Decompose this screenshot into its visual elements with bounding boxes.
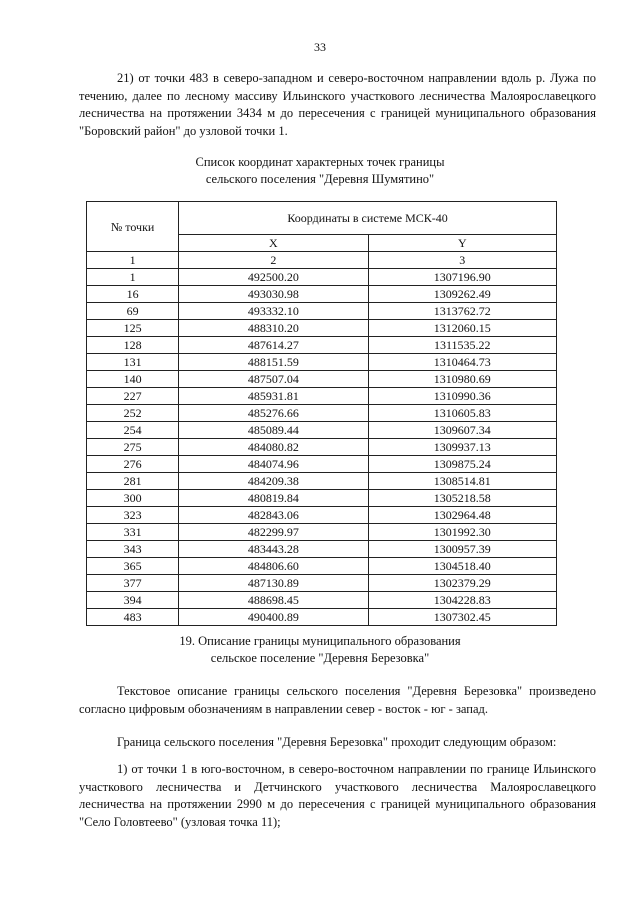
point-number-cell: 1 (87, 269, 179, 286)
table-row (87, 609, 557, 626)
y-cell: 1310464.73 (368, 354, 556, 371)
column-index-1: 1 (87, 252, 179, 269)
table-row (87, 439, 557, 456)
point-number-cell: 140 (87, 371, 179, 388)
x-cell: 488310.20 (179, 320, 368, 337)
point-number-cell: 131 (87, 354, 179, 371)
header-point-number: № точки (87, 202, 179, 252)
y-cell: 1310980.69 (368, 371, 556, 388)
y-cell: 1309937.13 (368, 439, 556, 456)
header-y: Y (368, 235, 556, 252)
table-row (87, 541, 557, 558)
x-cell: 484209.38 (179, 473, 368, 490)
x-cell: 487507.04 (179, 371, 368, 388)
point-number-cell: 394 (87, 592, 179, 609)
point-number-cell: 377 (87, 575, 179, 592)
header-coordinate-system: Координаты в системе МСК-40 (179, 202, 557, 235)
point-number-cell: 323 (87, 507, 179, 524)
point-number-cell: 276 (87, 456, 179, 473)
y-cell: 1302379.29 (368, 575, 556, 592)
table-row (87, 388, 557, 405)
header-x: X (179, 235, 368, 252)
point-number-cell: 128 (87, 337, 179, 354)
x-cell: 485089.44 (179, 422, 368, 439)
paragraph-item-21: 21) от точки 483 в северо-западном и северо-восточном направлении вдоль р. Лужа по течению, далее по лесному массиву Ильинского участкового лесничества Малоярославецкого лесничества на протяжении 3434 м до пересечения с границей муниципального образования "Боровский район" до узловой точки 1. (79, 71, 596, 138)
x-cell: 482299.97 (179, 524, 368, 541)
column-index-2: 2 (179, 252, 368, 269)
y-cell: 1308514.81 (368, 473, 556, 490)
x-cell: 484074.96 (179, 456, 368, 473)
point-number-cell: 331 (87, 524, 179, 541)
x-cell: 482843.06 (179, 507, 368, 524)
point-number-cell: 275 (87, 439, 179, 456)
table-row (87, 507, 557, 524)
point-number-cell: 254 (87, 422, 179, 439)
point-number-cell: 69 (87, 303, 179, 320)
x-cell: 488698.45 (179, 592, 368, 609)
table-row (87, 320, 557, 337)
table-caption (0, 154, 640, 188)
point-number-cell: 16 (87, 286, 179, 303)
x-cell: 487614.27 (179, 337, 368, 354)
y-cell: 1307302.45 (368, 609, 556, 626)
point-number-cell: 483 (87, 609, 179, 626)
column-index-3: 3 (368, 252, 556, 269)
x-cell: 480819.84 (179, 490, 368, 507)
table-row (87, 354, 557, 371)
point-number-cell: 125 (87, 320, 179, 337)
x-cell: 493332.10 (179, 303, 368, 320)
point-number-cell: 252 (87, 405, 179, 422)
y-cell: 1312060.15 (368, 320, 556, 337)
paragraph-intro: Текстовое описание границы сельского поселения "Деревня Березовка" произведено согласно цифровым обозначениям в направлении север - восток - юг - запад. (79, 684, 596, 716)
y-cell: 1300957.39 (368, 541, 556, 558)
table-row (87, 558, 557, 575)
coordinates-table (86, 201, 557, 626)
x-cell: 490400.89 (179, 609, 368, 626)
table-row (87, 524, 557, 541)
x-cell: 484080.82 (179, 439, 368, 456)
x-cell: 492500.20 (179, 269, 368, 286)
page-number: 33 (314, 40, 326, 54)
table-row (87, 405, 557, 422)
x-cell: 484806.60 (179, 558, 368, 575)
table-caption-line-1: Список координат характерных точек границы (195, 155, 445, 169)
table-row (87, 286, 557, 303)
table-row (87, 303, 557, 320)
section-heading-line-2: сельское поселение "Деревня Березовка" (210, 651, 430, 665)
table-row (87, 269, 557, 286)
point-number-cell: 300 (87, 490, 179, 507)
x-cell: 485931.81 (179, 388, 368, 405)
x-cell: 485276.66 (179, 405, 368, 422)
table-row (87, 473, 557, 490)
table-caption-line-2: сельского поселения "Деревня Шумятино" (205, 172, 435, 186)
y-cell: 1304518.40 (368, 558, 556, 575)
y-cell: 1310990.36 (368, 388, 556, 405)
x-cell: 488151.59 (179, 354, 368, 371)
section-heading-line-1: 19. Описание границы муниципального образования (179, 634, 461, 648)
point-number-cell: 281 (87, 473, 179, 490)
x-cell: 493030.98 (179, 286, 368, 303)
y-cell: 1310605.83 (368, 405, 556, 422)
y-cell: 1309262.49 (368, 286, 556, 303)
table-row (87, 575, 557, 592)
y-cell: 1313762.72 (368, 303, 556, 320)
section-heading-19 (0, 633, 640, 667)
y-cell: 1309875.24 (368, 456, 556, 473)
x-cell: 483443.28 (179, 541, 368, 558)
table-row (87, 456, 557, 473)
table-row (87, 592, 557, 609)
y-cell: 1309607.34 (368, 422, 556, 439)
y-cell: 1302964.48 (368, 507, 556, 524)
table-row (87, 422, 557, 439)
y-cell: 1301992.30 (368, 524, 556, 541)
table-row (87, 490, 557, 507)
y-cell: 1307196.90 (368, 269, 556, 286)
x-cell: 487130.89 (179, 575, 368, 592)
table-row (87, 371, 557, 388)
table-row (87, 337, 557, 354)
y-cell: 1304228.83 (368, 592, 556, 609)
y-cell: 1311535.22 (368, 337, 556, 354)
y-cell: 1305218.58 (368, 490, 556, 507)
paragraph-item-1: 1) от точки 1 в юго-восточном, в северо-восточном направлении по границе Ильинского участкового лесничества и Детчинского участкового лесничества Малоярославецкого лесничества на протяжении 2990 м до пересечения с границей муниципального образования "Село Головтеево" (узловая точка 11); (79, 762, 596, 829)
paragraph-boundary-follows: Граница сельского поселения "Деревня Березовка" проходит следующим образом: (117, 735, 557, 749)
point-number-cell: 365 (87, 558, 179, 575)
point-number-cell: 227 (87, 388, 179, 405)
point-number-cell: 343 (87, 541, 179, 558)
